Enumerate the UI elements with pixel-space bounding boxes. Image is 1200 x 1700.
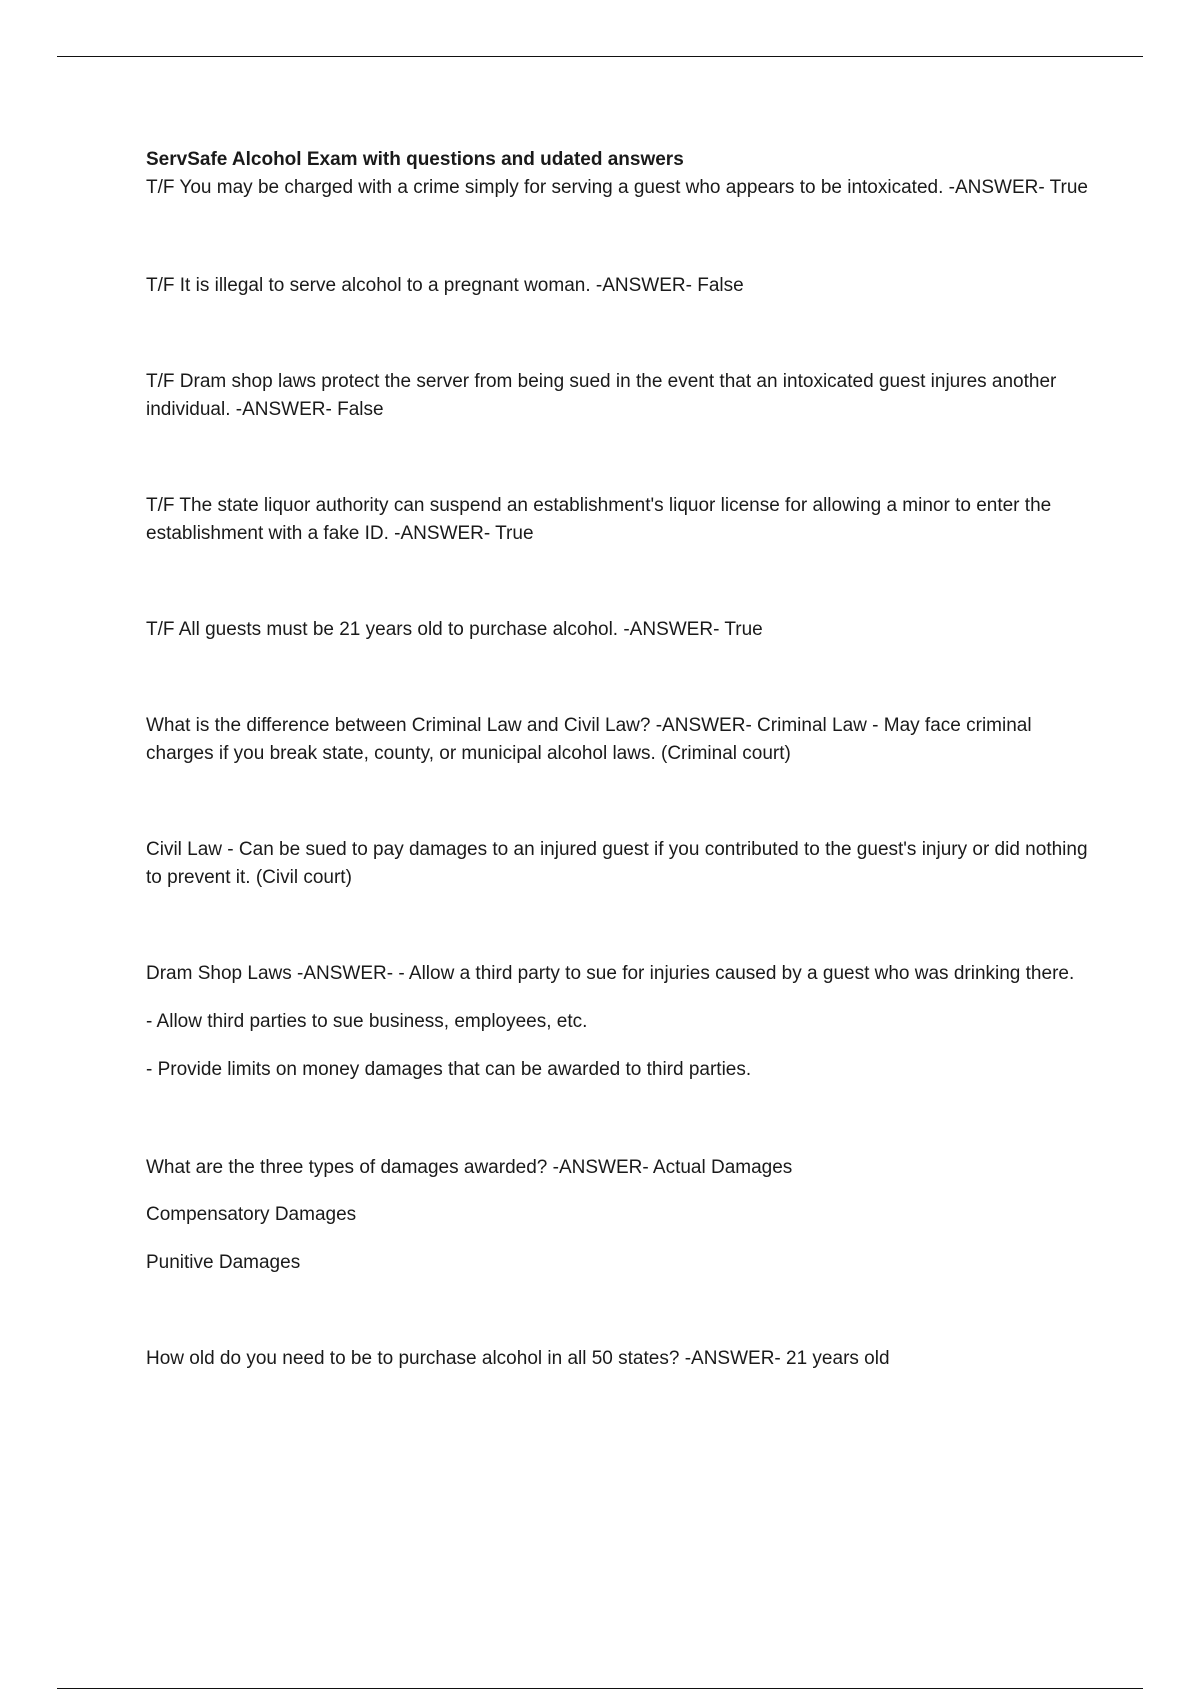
footer-rule	[57, 1688, 1143, 1689]
qa-item-10: How old do you need to be to purchase alcohol in all 50 states? -ANSWER- 21 years old	[146, 1348, 890, 1369]
qa-item-8-bullet-1: - Allow third parties to sue business, employees, etc.	[146, 1011, 588, 1032]
qa-item-9-line-2: Compensatory Damages	[146, 1204, 357, 1225]
qa-item-8: Dram Shop Laws -ANSWER- - Allow a third party to sue for injuries caused by a guest who was drinking there.	[146, 963, 1075, 984]
qa-item-5: T/F All guests must be 21 years old to purchase alcohol. -ANSWER- True	[146, 619, 763, 640]
qa-item-6: What is the difference between Criminal Law and Civil Law? -ANSWER- Criminal Law - May face criminal charges if you break state, county, or municipal alcohol laws. (Criminal court)	[146, 715, 1032, 764]
qa-item-2: T/F It is illegal to serve alcohol to a pregnant woman. -ANSWER- False	[146, 275, 744, 296]
qa-item-8-bullet-2: - Provide limits on money damages that can be awarded to third parties.	[146, 1059, 752, 1080]
qa-item-3: T/F Dram shop laws protect the server from being sued in the event that an intoxicated guest injures another individual. -ANSWER- False	[146, 371, 1057, 420]
qa-item-7: Civil Law - Can be sued to pay damages to an injured guest if you contributed to the guest's injury or did nothing to prevent it. (Civil court)	[146, 839, 1088, 888]
document-title: ServSafe Alcohol Exam with questions and udated answers	[146, 149, 684, 170]
document-body	[146, 146, 1096, 1373]
qa-item-9: What are the three types of damages awarded? -ANSWER- Actual Damages	[146, 1157, 793, 1178]
qa-item-1: T/F You may be charged with a crime simply for serving a guest who appears to be intoxicated. -ANSWER- True	[146, 177, 1088, 198]
header-rule	[57, 56, 1143, 57]
qa-item-4: T/F The state liquor authority can suspend an establishment's liquor license for allowing a minor to enter the establishment with a fake ID. -ANSWER- True	[146, 495, 1052, 544]
qa-item-9-line-3: Punitive Damages	[146, 1252, 301, 1273]
